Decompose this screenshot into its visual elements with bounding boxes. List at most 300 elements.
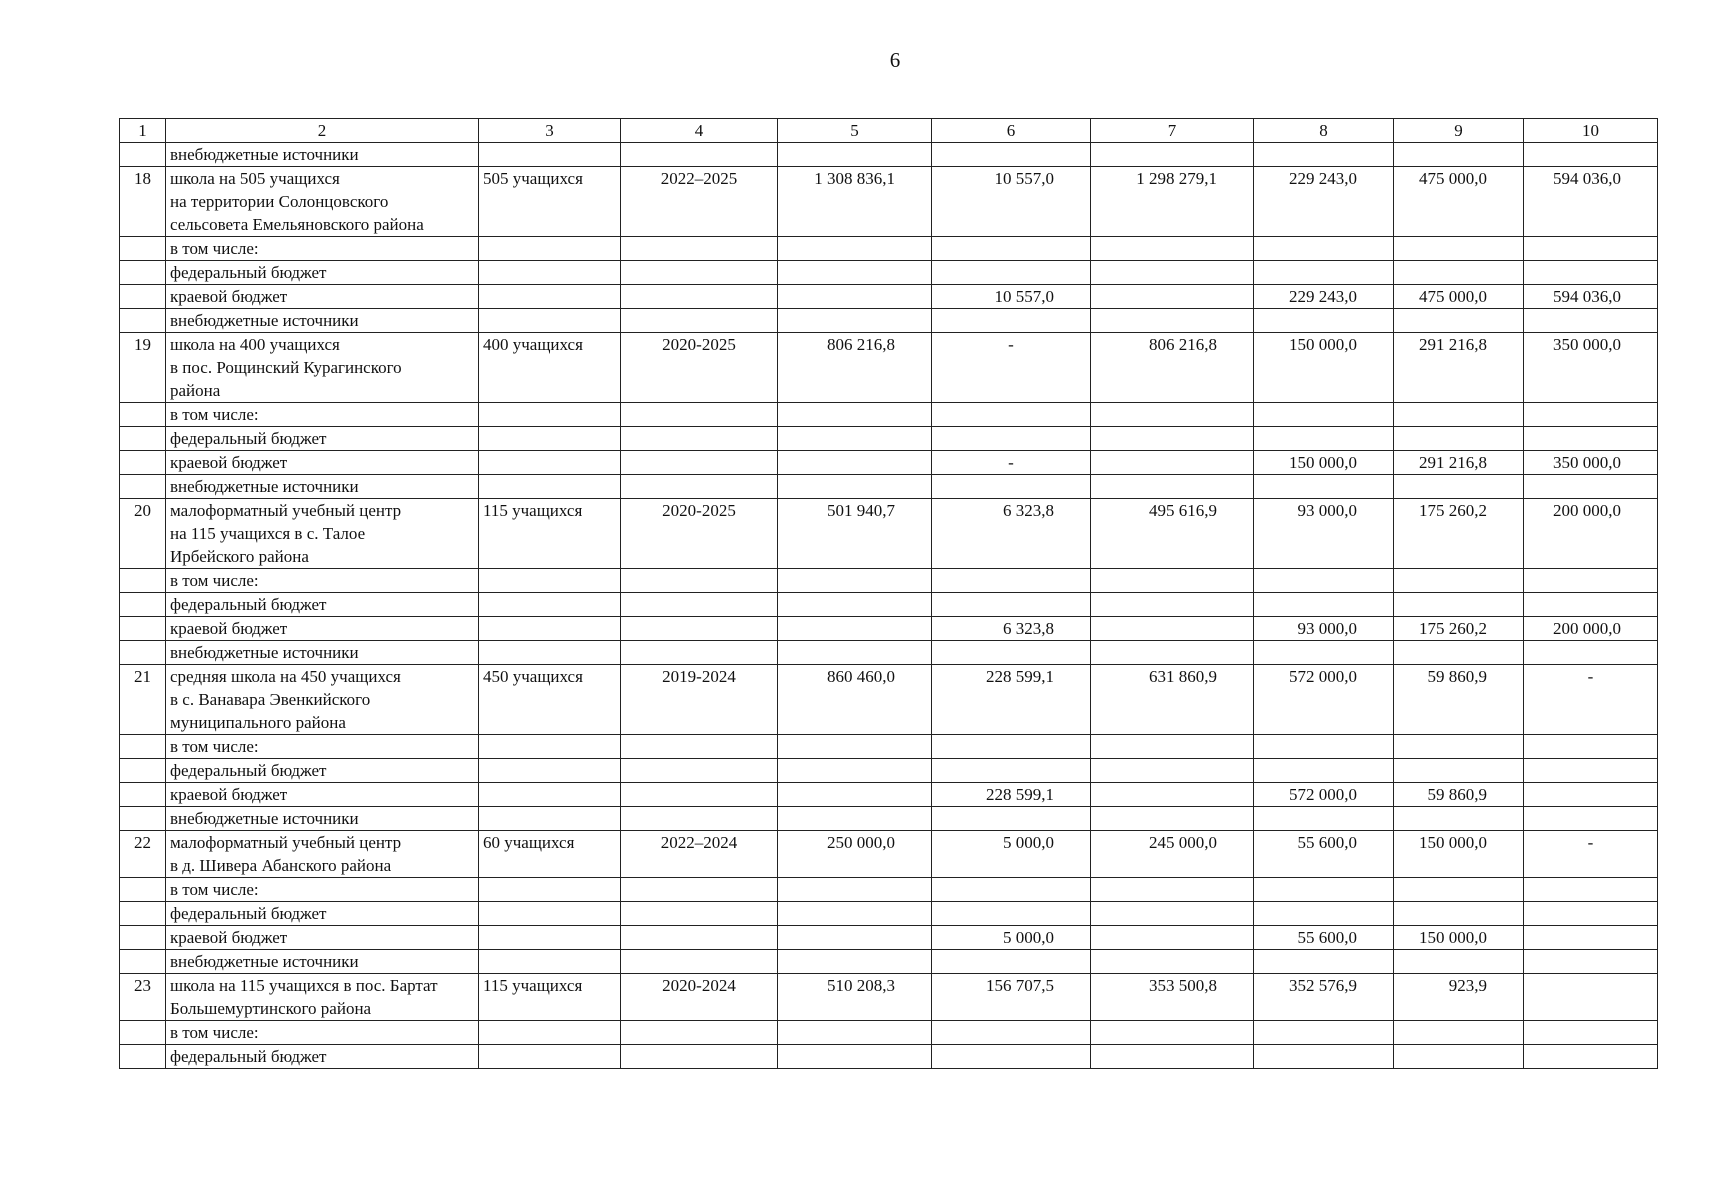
value-cell: 150 000,0: [1394, 831, 1524, 878]
capacity-cell: 115 учащихся: [479, 499, 621, 569]
table-row: [120, 641, 1658, 665]
value-cell: -: [932, 451, 1091, 475]
table-row: [120, 333, 1658, 403]
value-cell: [1524, 237, 1658, 261]
description-line: в том числе:: [170, 737, 259, 756]
column-header: 7: [1091, 119, 1254, 143]
value-cell: [1394, 878, 1524, 902]
description-line: сельсовета Емельяновского района: [170, 215, 424, 234]
period-cell: [621, 261, 778, 285]
value-cell: 350 000,0: [1524, 451, 1658, 475]
description-line: краевой бюджет: [170, 619, 288, 638]
period-cell: [621, 759, 778, 783]
capacity-cell: 400 учащихся: [479, 333, 621, 403]
value-cell: [1254, 950, 1394, 974]
description-line: малоформатный учебный центр: [170, 501, 402, 520]
value-cell: [1254, 1045, 1394, 1069]
capacity-cell: 60 учащихся: [479, 831, 621, 878]
description-line: федеральный бюджет: [170, 429, 327, 448]
capacity-cell: [479, 451, 621, 475]
value-cell: [778, 237, 932, 261]
value-cell: [1091, 237, 1254, 261]
value-cell: [1254, 427, 1394, 451]
capacity-cell: [479, 427, 621, 451]
description-line: федеральный бюджет: [170, 263, 327, 282]
page-number: 6: [889, 48, 901, 72]
value-cell: [1524, 427, 1658, 451]
description-cell: [166, 759, 479, 783]
value-cell: [778, 1045, 932, 1069]
description-cell: [166, 167, 479, 237]
table-row: [120, 309, 1658, 333]
row-number-cell: 20: [120, 499, 166, 569]
column-header: 5: [778, 119, 932, 143]
value-cell: 175 260,2: [1394, 499, 1524, 569]
value-cell: [1394, 1021, 1524, 1045]
period-cell: [621, 878, 778, 902]
row-number-cell: [120, 759, 166, 783]
value-cell: 150 000,0: [1254, 451, 1394, 475]
value-cell: [1524, 143, 1658, 167]
row-number-cell: [120, 617, 166, 641]
description-cell: [166, 499, 479, 569]
period-cell: [621, 1045, 778, 1069]
description-line: на 115 учащихся в с. Талое: [170, 524, 366, 543]
value-cell: 5 000,0: [932, 926, 1091, 950]
value-cell: [778, 878, 932, 902]
value-cell: [1254, 1021, 1394, 1045]
capacity-cell: [479, 617, 621, 641]
period-cell: [621, 285, 778, 309]
table-body: [120, 143, 1658, 1069]
value-cell: [932, 759, 1091, 783]
value-cell: [1091, 1021, 1254, 1045]
value-cell: [932, 878, 1091, 902]
value-cell: [1254, 593, 1394, 617]
value-cell: 175 260,2: [1394, 617, 1524, 641]
description-line: школа на 115 учащихся в пос. Бартат: [170, 976, 438, 995]
value-cell: [1091, 735, 1254, 759]
value-cell: 291 216,8: [1394, 333, 1524, 403]
table-row: [120, 974, 1658, 1021]
table-row: [120, 593, 1658, 617]
value-cell: [932, 807, 1091, 831]
column-header: 6: [932, 119, 1091, 143]
description-line: краевой бюджет: [170, 928, 288, 947]
value-cell: 229 243,0: [1254, 285, 1394, 309]
description-line: в пос. Рощинский Курагинского: [170, 358, 402, 377]
period-cell: [621, 950, 778, 974]
value-cell: 475 000,0: [1394, 167, 1524, 237]
value-cell: [1091, 285, 1254, 309]
description-line: краевой бюджет: [170, 785, 288, 804]
row-number-cell: [120, 427, 166, 451]
value-cell: [932, 309, 1091, 333]
value-cell: [778, 735, 932, 759]
row-number-cell: [120, 950, 166, 974]
capacity-cell: [479, 261, 621, 285]
table-row: [120, 617, 1658, 641]
row-number-cell: 23: [120, 974, 166, 1021]
value-cell: [932, 143, 1091, 167]
capacity-cell: [479, 783, 621, 807]
row-number-cell: [120, 593, 166, 617]
description-cell: [166, 735, 479, 759]
value-cell: [1091, 759, 1254, 783]
description-line: в том числе:: [170, 239, 259, 258]
description-cell: [166, 593, 479, 617]
value-cell: 93 000,0: [1254, 617, 1394, 641]
value-cell: [1524, 641, 1658, 665]
value-cell: [1091, 261, 1254, 285]
capacity-cell: [479, 1021, 621, 1045]
value-cell: [1394, 237, 1524, 261]
row-number-cell: [120, 926, 166, 950]
capacity-cell: [479, 285, 621, 309]
description-line: краевой бюджет: [170, 453, 288, 472]
value-cell: 350 000,0: [1524, 333, 1658, 403]
value-cell: [1524, 807, 1658, 831]
description-line: внебюджетные источники: [170, 477, 359, 496]
value-cell: [778, 902, 932, 926]
value-cell: [1254, 735, 1394, 759]
value-cell: [1091, 593, 1254, 617]
value-cell: 806 216,8: [1091, 333, 1254, 403]
value-cell: [1524, 783, 1658, 807]
value-cell: 352 576,9: [1254, 974, 1394, 1021]
value-cell: 10 557,0: [932, 285, 1091, 309]
value-cell: [932, 475, 1091, 499]
value-cell: [1254, 641, 1394, 665]
value-cell: [932, 569, 1091, 593]
value-cell: [1254, 261, 1394, 285]
column-header: 10: [1524, 119, 1658, 143]
value-cell: [1524, 261, 1658, 285]
value-cell: [1394, 902, 1524, 926]
column-header: 9: [1394, 119, 1524, 143]
table-row: [120, 427, 1658, 451]
capacity-cell: [479, 759, 621, 783]
capacity-cell: [479, 926, 621, 950]
description-line: малоформатный учебный центр: [170, 833, 402, 852]
value-cell: 495 616,9: [1091, 499, 1254, 569]
column-header: 8: [1254, 119, 1394, 143]
description-cell: [166, 1045, 479, 1069]
description-cell: [166, 902, 479, 926]
value-cell: [1091, 569, 1254, 593]
value-cell: 1 298 279,1: [1091, 167, 1254, 237]
value-cell: 228 599,1: [932, 665, 1091, 735]
value-cell: [1394, 569, 1524, 593]
value-cell: [1394, 143, 1524, 167]
value-cell: 156 707,5: [932, 974, 1091, 1021]
value-cell: [1091, 309, 1254, 333]
capacity-cell: [479, 878, 621, 902]
capacity-cell: 115 учащихся: [479, 974, 621, 1021]
value-cell: [1394, 759, 1524, 783]
capacity-cell: 505 учащихся: [479, 167, 621, 237]
table-row: [120, 261, 1658, 285]
value-cell: [932, 950, 1091, 974]
row-number-cell: [120, 261, 166, 285]
value-cell: [1524, 403, 1658, 427]
value-cell: [932, 261, 1091, 285]
table-row: [120, 950, 1658, 974]
value-cell: [1091, 950, 1254, 974]
value-cell: [1091, 926, 1254, 950]
period-cell: [621, 902, 778, 926]
description-cell: [166, 617, 479, 641]
row-number-cell: [120, 735, 166, 759]
value-cell: 59 860,9: [1394, 665, 1524, 735]
description-cell: [166, 926, 479, 950]
description-cell: [166, 427, 479, 451]
value-cell: [1524, 475, 1658, 499]
table-header-row: [120, 119, 1658, 143]
description-cell: [166, 641, 479, 665]
table-row: [120, 451, 1658, 475]
period-cell: [621, 807, 778, 831]
value-cell: [1091, 403, 1254, 427]
table-row: [120, 167, 1658, 237]
row-number-cell: [120, 309, 166, 333]
value-cell: [1254, 143, 1394, 167]
row-number-cell: 18: [120, 167, 166, 237]
period-cell: [621, 617, 778, 641]
description-line: федеральный бюджет: [170, 595, 327, 614]
value-cell: 245 000,0: [1091, 831, 1254, 878]
row-number-cell: [120, 1045, 166, 1069]
value-cell: [778, 1021, 932, 1045]
description-line: в с. Ванавара Эвенкийского: [170, 690, 371, 709]
value-cell: [1524, 1045, 1658, 1069]
value-cell: [778, 759, 932, 783]
description-line: в том числе:: [170, 571, 259, 590]
description-cell: [166, 807, 479, 831]
value-cell: [778, 569, 932, 593]
value-cell: [1091, 807, 1254, 831]
value-cell: [1091, 451, 1254, 475]
period-cell: 2022–2024: [621, 831, 778, 878]
description-line: средняя школа на 450 учащихся: [170, 667, 401, 686]
row-number-cell: [120, 1021, 166, 1045]
description-line: внебюджетные источники: [170, 809, 359, 828]
value-cell: [1394, 403, 1524, 427]
value-cell: [932, 427, 1091, 451]
description-cell: [166, 974, 479, 1021]
period-cell: [621, 593, 778, 617]
value-cell: [778, 475, 932, 499]
value-cell: 806 216,8: [778, 333, 932, 403]
description-cell: [166, 451, 479, 475]
value-cell: 594 036,0: [1524, 167, 1658, 237]
capacity-cell: [479, 735, 621, 759]
capacity-cell: 450 учащихся: [479, 665, 621, 735]
value-cell: [778, 926, 932, 950]
description-cell: [166, 783, 479, 807]
row-number-cell: [120, 641, 166, 665]
period-cell: [621, 143, 778, 167]
value-cell: [1524, 974, 1658, 1021]
description-line: внебюджетные источники: [170, 952, 359, 971]
table-row: [120, 403, 1658, 427]
capacity-cell: [479, 403, 621, 427]
value-cell: [1524, 1021, 1658, 1045]
value-cell: [778, 641, 932, 665]
capacity-cell: [479, 593, 621, 617]
description-line: школа на 505 учащихся: [170, 169, 340, 188]
value-cell: 5 000,0: [932, 831, 1091, 878]
value-cell: [1091, 902, 1254, 926]
value-cell: [1091, 783, 1254, 807]
description-cell: [166, 665, 479, 735]
description-cell: [166, 261, 479, 285]
value-cell: 55 600,0: [1254, 831, 1394, 878]
table-row: [120, 783, 1658, 807]
column-header: 4: [621, 119, 778, 143]
value-cell: [778, 309, 932, 333]
value-cell: [1394, 593, 1524, 617]
table-row: [120, 499, 1658, 569]
value-cell: [1254, 569, 1394, 593]
description-line: школа на 400 учащихся: [170, 335, 340, 354]
row-number-cell: [120, 902, 166, 926]
value-cell: [1254, 403, 1394, 427]
value-cell: [778, 807, 932, 831]
value-cell: [1091, 617, 1254, 641]
description-cell: [166, 831, 479, 878]
description-cell: [166, 309, 479, 333]
value-cell: [1091, 1045, 1254, 1069]
table-row: [120, 902, 1658, 926]
value-cell: [1254, 878, 1394, 902]
description-cell: [166, 237, 479, 261]
value-cell: [1524, 309, 1658, 333]
description-cell: [166, 878, 479, 902]
value-cell: 6 323,8: [932, 499, 1091, 569]
period-cell: [621, 403, 778, 427]
value-cell: [1091, 641, 1254, 665]
row-number-cell: [120, 783, 166, 807]
value-cell: 631 860,9: [1091, 665, 1254, 735]
table-row: [120, 569, 1658, 593]
capacity-cell: [479, 237, 621, 261]
value-cell: [1254, 902, 1394, 926]
value-cell: 1 308 836,1: [778, 167, 932, 237]
description-line: в том числе:: [170, 1023, 259, 1042]
capacity-cell: [479, 807, 621, 831]
period-cell: [621, 735, 778, 759]
description-line: в том числе:: [170, 405, 259, 424]
table-row: [120, 237, 1658, 261]
row-number-cell: [120, 143, 166, 167]
description-line: внебюджетные источники: [170, 643, 359, 662]
value-cell: 572 000,0: [1254, 783, 1394, 807]
table-row: [120, 878, 1658, 902]
value-cell: [1091, 143, 1254, 167]
value-cell: [1524, 950, 1658, 974]
description-cell: [166, 950, 479, 974]
description-line: Большемуртинского района: [170, 999, 372, 1018]
table-row: [120, 143, 1658, 167]
row-number-cell: [120, 403, 166, 427]
value-cell: 200 000,0: [1524, 617, 1658, 641]
row-number-cell: [120, 475, 166, 499]
value-cell: [932, 641, 1091, 665]
value-cell: [932, 1021, 1091, 1045]
value-cell: [932, 1045, 1091, 1069]
value-cell: [778, 617, 932, 641]
capacity-cell: [479, 569, 621, 593]
description-line: муниципального района: [170, 713, 346, 732]
period-cell: [621, 451, 778, 475]
value-cell: 228 599,1: [932, 783, 1091, 807]
table-row: [120, 926, 1658, 950]
value-cell: [1254, 309, 1394, 333]
value-cell: 10 557,0: [932, 167, 1091, 237]
value-cell: [1091, 427, 1254, 451]
description-cell: [166, 475, 479, 499]
value-cell: [932, 902, 1091, 926]
row-number-cell: [120, 285, 166, 309]
description-line: краевой бюджет: [170, 287, 288, 306]
period-cell: 2019-2024: [621, 665, 778, 735]
table-row: [120, 1045, 1658, 1069]
value-cell: 572 000,0: [1254, 665, 1394, 735]
value-cell: [1254, 807, 1394, 831]
capacity-cell: [479, 309, 621, 333]
value-cell: [1394, 1045, 1524, 1069]
value-cell: [1394, 475, 1524, 499]
value-cell: [932, 593, 1091, 617]
row-number-cell: [120, 237, 166, 261]
description-line: федеральный бюджет: [170, 761, 327, 780]
value-cell: [778, 427, 932, 451]
value-cell: -: [932, 333, 1091, 403]
value-cell: 200 000,0: [1524, 499, 1658, 569]
period-cell: 2020-2025: [621, 499, 778, 569]
table-row: [120, 665, 1658, 735]
table-row: [120, 807, 1658, 831]
value-cell: 150 000,0: [1394, 926, 1524, 950]
value-cell: 93 000,0: [1254, 499, 1394, 569]
description-line: на территории Солонцовского: [170, 192, 389, 211]
capacity-cell: [479, 902, 621, 926]
description-line: Ирбейского района: [170, 547, 309, 566]
value-cell: [1394, 641, 1524, 665]
value-cell: 59 860,9: [1394, 783, 1524, 807]
value-cell: 923,9: [1394, 974, 1524, 1021]
capacity-cell: [479, 641, 621, 665]
value-cell: 594 036,0: [1524, 285, 1658, 309]
period-cell: [621, 309, 778, 333]
value-cell: [1394, 807, 1524, 831]
description-cell: [166, 285, 479, 309]
description-line: внебюджетные источники: [170, 311, 359, 330]
value-cell: [1524, 926, 1658, 950]
value-cell: [1524, 902, 1658, 926]
value-cell: [932, 403, 1091, 427]
value-cell: [778, 451, 932, 475]
table-row: [120, 1021, 1658, 1045]
value-cell: [1524, 735, 1658, 759]
table-row: [120, 735, 1658, 759]
value-cell: 475 000,0: [1394, 285, 1524, 309]
column-header: 2: [166, 119, 479, 143]
value-cell: 150 000,0: [1254, 333, 1394, 403]
description-line: федеральный бюджет: [170, 1047, 327, 1066]
value-cell: [1254, 759, 1394, 783]
